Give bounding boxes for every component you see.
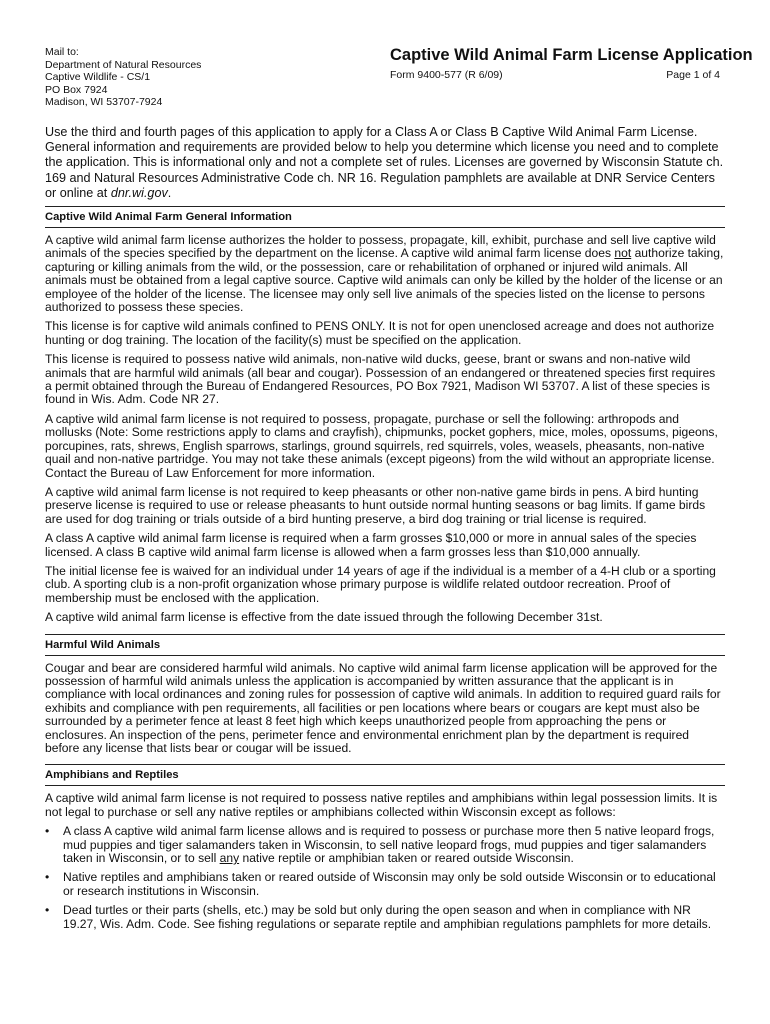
form-number: Form 9400-577 (R 6/09)	[390, 69, 503, 81]
text-run: A class A captive wild animal farm license allows and is required to possess or purchase more then 5 native leopard frogs, mud puppies and tiger salamanders taken in Wisconsin, to sell native leopard frogs, mud puppies and tiger salamanders taken in Wisconsin, or to sell	[63, 824, 715, 866]
section-heading-harmful: Harmful Wild Animals	[45, 634, 725, 656]
mail-line: PO Box 7924	[45, 83, 108, 96]
intro-text: Use the third and fourth pages of this application to apply for a Class A or Class B Captive Wild Animal Farm License. General information and requirements are provided below to help you determine which license you need and to complete the application. This is informational only and not a complete set of rules. Licenses are governed by Wisconsin Statute ch. 169 and Natural Resources Administrative Code ch. NR 16. Regulation pamphlets are available at DNR Service Centers or online at	[45, 125, 724, 200]
section-heading-amphibians: Amphibians and Reptiles	[45, 764, 725, 786]
general-paragraph-5: A captive wild animal farm license is not required to keep pheasants or other non-native game birds in pens. A bird hunting preserve license is required to use or release pheasants to hunt outside normal hunting seasons or bag limits. If game birds are used for dog training or trials outside of a bird hunting preserve, a bird dog training or trial license is required.	[45, 484, 706, 526]
intro-end: .	[167, 185, 172, 200]
general-paragraph-3: This license is required to possess native wild animals, non-native wild ducks, geese, brant or swans and non-native wild animals that are harmful wild animals (all bear and cougar). Possession of an endangered or threatened species first requires a permit obtained through the Bureau of Endangered Resources, PO Box 7921, Madison WI 53707. A list of these species is found in Wis. Adm. Code NR 27.	[45, 352, 716, 407]
intro-paragraph	[45, 125, 725, 201]
harmful-paragraph: Cougar and bear are considered harmful wild animals. No captive wild animal farm license application will be approved for the possession of harmful wild animals unless the application is accompanied by written assurance that the applicant is in compliance with local ordinances and zoning rules for possession of captive wild animals. In addition to required guard rails for exhibits and compliance with pen requirements, all facilities or pen locations where bears or cougars are kept must also be surrounded by a perimeter fence at least 8 feet high which keeps unauthorized people from approaching the pens or enclosures. An inspection of the pens, perimeter fence and environmental enrichment plan by the department is required before any license that lists bear or cougar will be issued.	[45, 660, 721, 756]
general-paragraph-8: A captive wild animal farm license is effective from the date issued through the following December 31st.	[45, 610, 603, 625]
list-item	[45, 871, 725, 898]
bullet-icon: •	[45, 870, 50, 885]
underlined-text: not	[614, 246, 632, 261]
mail-line: Madison, WI 53707-7924	[45, 96, 163, 109]
underlined-text: any	[219, 851, 240, 866]
text-run: authorize taking, capturing or killing animals from the wild, or the possession, care or rehabilitation of orphaned or injured wild animals. All animals must be obtained from a legal captive source. Captive wild animals can only be killed by the holder of the license or an employee of the holder of the license. The licensee may only sell live animals of the species listed on the license to persons authorized to possess these species.	[45, 246, 724, 315]
mail-line: Captive Wildlife - CS/1	[45, 71, 151, 84]
mail-line: Mail to:	[45, 46, 79, 58]
document-body	[45, 125, 725, 937]
text-run: A captive wild animal farm license authorizes the holder to possess, propagate, kill, exhibit, purchase and sell live captive wild animals of the species specified by the department on the license. A captive wild animal farm license does	[45, 233, 716, 261]
bullet-icon: •	[45, 824, 50, 839]
general-paragraph-2: This license is for captive wild animals confined to PENS ONLY. It is not for open unenclosed acreage and does not authorize hunting or dog training. The location of the facility(s) must be specified on the application.	[45, 319, 715, 347]
general-paragraph-4: A captive wild animal farm license is not required to possess, propagate, purchase or sell the following: arthropods and mollusks (Note: Some restrictions apply to clams and crayfish), chipmunks, pocket gophers, mice, moles, opossums, pigeons, porcupines, rats, shrews, English sparrows, starlings, ground squirrels, red squirrels, voles, weasels, pheasants, non-native quail and non-native partridge. You may not take these animals (except pigeons) from the wild without an appropriate license. Contact the Bureau of Law Enforcement for more information.	[45, 411, 718, 480]
general-paragraph-1	[45, 234, 725, 314]
list-item	[45, 904, 725, 931]
section-heading-general: Captive Wild Animal Farm General Information	[45, 206, 725, 228]
text-run: native reptile or amphibian taken or reared outside Wisconsin.	[239, 851, 574, 866]
document-title: Captive Wild Animal Farm License Application	[390, 46, 753, 64]
mailing-address	[45, 46, 201, 109]
list-item	[45, 825, 725, 865]
mail-line: Department of Natural Resources	[45, 58, 202, 71]
text-run: Native reptiles and amphibians taken or reared outside of Wisconsin may only be sold outside Wisconsin or to educational or research institutions in Wisconsin.	[63, 870, 716, 898]
dnr-website-link[interactable]: dnr.wi.gov	[110, 185, 168, 200]
text-run: Dead turtles or their parts (shells, etc.) may be sold but only during the open season and when in compliance with NR 19.27, Wis. Adm. Code. See fishing regulations or separate reptile and amphibian regulations pamphlets for more details.	[63, 903, 712, 931]
page-number: Page 1 of 4	[666, 69, 720, 81]
amphibians-paragraph: A captive wild animal farm license is not required to possess native reptiles and amphibians within legal possession limits. It is not legal to purchase or sell any native reptiles or amphibians collected within Wisconsin except as follows:	[45, 791, 718, 819]
general-paragraph-6: A class A captive wild animal farm license is required when a farm grosses $10,000 or more in annual sales of the species licensed. A class B captive wild animal farm license is allowed when a farm grosses less than $10,000 annually.	[45, 531, 697, 559]
bullet-icon: •	[45, 903, 50, 918]
general-paragraph-7: The initial license fee is waived for an individual under 14 years of age if the individual is a member of a 4-H club or a sporting club. A sporting club is a non-profit organization whose primary purpose is wildlife related outdoor recreation. Proof of membership must be enclosed with the application.	[45, 563, 716, 605]
amphibians-bullet-list	[45, 825, 725, 931]
